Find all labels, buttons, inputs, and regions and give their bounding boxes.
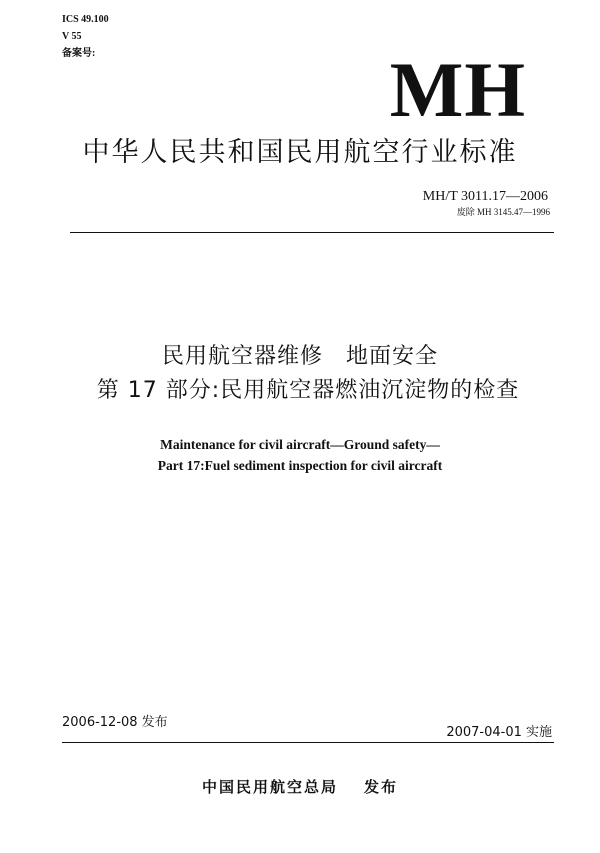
chinese-title-line-2: 第 17 部分:民用航空器燃油沉淀物的检查	[96, 378, 520, 403]
header-divider	[70, 232, 554, 233]
english-title-line-2: Part 17:Fuel sediment inspection for civil aircraft	[157, 458, 443, 473]
issue-date: 2006-12-08 发布	[62, 715, 168, 730]
classification-code: V 55	[62, 31, 82, 42]
ics-code: ICS 49.100	[62, 14, 109, 25]
mh-logo: MH	[389, 46, 526, 133]
publisher-action: 发布	[364, 778, 399, 796]
english-title-line-1: Maintenance for civil aircraft—Ground safety—	[160, 437, 440, 452]
implementation-date: 2007-04-01 实施	[446, 725, 552, 740]
footer-divider	[62, 742, 554, 743]
standard-number: MH/T 3011.17—2006	[422, 189, 548, 204]
replaced-standard: 废除 MH 3145.47—1996	[456, 207, 550, 217]
chinese-title-line-1: 民用航空器维修 地面安全	[161, 344, 438, 369]
publisher-name: 中国民用航空总局	[201, 778, 338, 796]
publisher	[0, 777, 600, 797]
record-number-label: 备案号:	[62, 48, 96, 59]
standard-category-title: 中华人民共和国民用航空行业标准	[82, 137, 518, 168]
